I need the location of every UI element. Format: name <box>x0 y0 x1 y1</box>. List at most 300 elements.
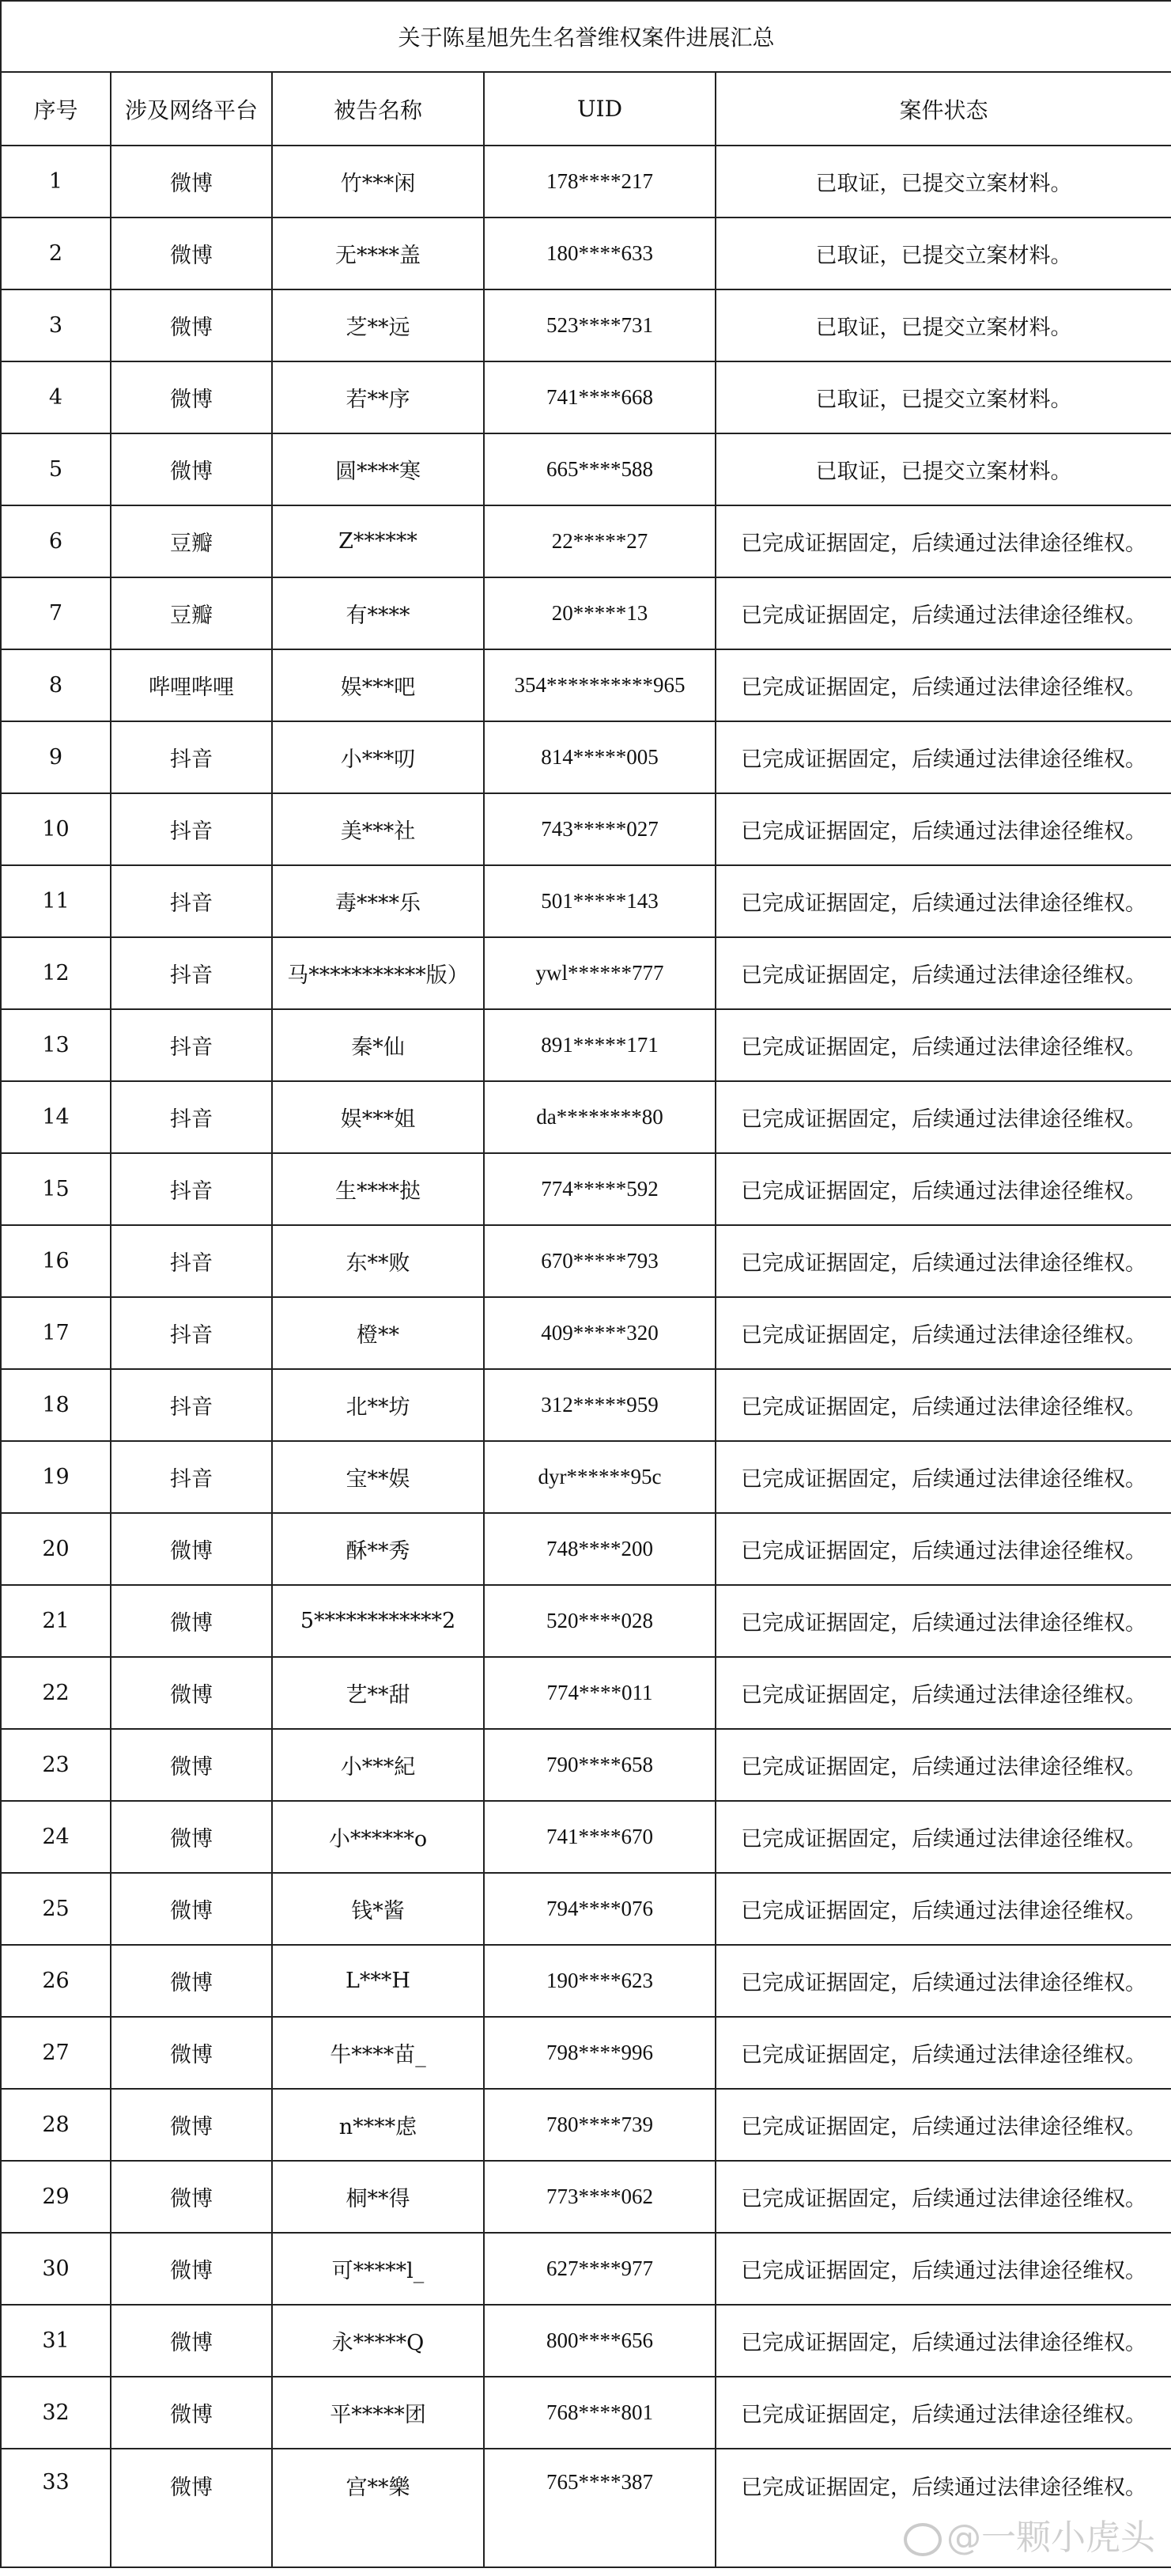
table-row <box>1 1369 1171 1441</box>
cell-uid <box>484 1441 716 1513</box>
cell-uid-text: 774*****592 <box>541 1177 659 1201</box>
cell-uid-text: 22*****27 <box>551 529 648 553</box>
cell-status-text: 已完成证据固定，后续通过法律途径维权。 <box>741 1899 1147 1923</box>
cell-platform <box>111 361 272 433</box>
cell-index-text: 28 <box>42 2113 70 2137</box>
cell-status <box>716 1657 1171 1729</box>
cell-status-text: 已完成证据固定，后续通过法律途径维权。 <box>741 1755 1147 1780</box>
cell-uid-text: 523****731 <box>546 313 653 337</box>
cell-index-text: 22 <box>42 1681 70 1705</box>
cell-defendant <box>272 1153 484 1225</box>
cell-uid <box>484 649 716 721</box>
cell-status <box>716 218 1171 289</box>
table-row <box>1 146 1171 218</box>
cell-defendant <box>272 1801 484 1873</box>
cell-index <box>1 649 111 721</box>
table-row <box>1 1297 1171 1369</box>
cell-uid-text: 765****387 <box>546 2470 653 2494</box>
cell-uid-text: 520****028 <box>546 1609 653 1632</box>
cell-status <box>716 2161 1171 2233</box>
cell-status <box>716 865 1171 937</box>
cell-index-text: 1 <box>48 169 63 194</box>
cell-index <box>1 1801 111 1873</box>
header-index: 序号 <box>1 72 111 146</box>
cell-defendant-text: 毒****乐 <box>335 891 421 916</box>
cell-defendant <box>272 577 484 649</box>
cell-defendant-text: 平*****团 <box>330 2403 426 2427</box>
table-row <box>1 1225 1171 1297</box>
table-row <box>1 2089 1171 2161</box>
cell-defendant-text: 宝**娱 <box>346 1467 410 1492</box>
cell-index-text: 30 <box>42 2256 70 2281</box>
cell-index <box>1 1657 111 1729</box>
cell-platform <box>111 2233 272 2305</box>
table-row <box>1 577 1171 649</box>
cell-index <box>1 2377 111 2449</box>
cell-defendant-text: 芝**远 <box>346 316 410 340</box>
cell-status-text: 已取证，已提交立案材料。 <box>815 388 1072 412</box>
cell-index-text: 11 <box>42 889 70 914</box>
cell-index <box>1 793 111 865</box>
cell-index <box>1 2161 111 2233</box>
cell-platform <box>111 865 272 937</box>
cell-defendant-text: 艺**甜 <box>346 1683 410 1708</box>
cell-uid-text: 800****656 <box>546 2328 653 2352</box>
cell-status-text: 已完成证据固定，后续通过法律途径维权。 <box>741 1971 1147 1995</box>
cell-platform-text: 抖音 <box>170 891 213 916</box>
cell-index <box>1 1873 111 1945</box>
cell-uid-text: 312*****959 <box>541 1393 659 1417</box>
cell-uid-text: 773****062 <box>546 2184 653 2208</box>
cell-index <box>1 1585 111 1657</box>
cell-uid <box>484 577 716 649</box>
cell-status-text: 已完成证据固定，后续通过法律途径维权。 <box>741 963 1147 988</box>
cell-platform-text: 微博 <box>170 1755 213 1780</box>
cell-index-text: 14 <box>42 1105 70 1129</box>
cell-defendant-text: 娱***吧 <box>340 675 416 700</box>
cell-index <box>1 289 111 361</box>
cell-defendant-text: 北**坊 <box>346 1395 410 1420</box>
cell-index-text: 10 <box>42 817 70 842</box>
cell-index <box>1 2233 111 2305</box>
cell-platform <box>111 1585 272 1657</box>
cell-platform <box>111 1513 272 1585</box>
cell-defendant <box>272 2377 484 2449</box>
cell-uid-text: 748****200 <box>546 1537 653 1560</box>
header-row <box>1 72 1171 146</box>
cell-defendant-text: 东**败 <box>346 1251 410 1276</box>
table-row <box>1 433 1171 505</box>
cell-status-text: 已完成证据固定，后续通过法律途径维权。 <box>741 1395 1147 1420</box>
cell-defendant-text: 小***紀 <box>340 1755 416 1780</box>
cell-defendant <box>272 146 484 218</box>
cell-uid <box>484 1801 716 1873</box>
cell-uid-text: da********80 <box>536 1105 663 1129</box>
cell-platform-text: 微博 <box>170 1971 213 1995</box>
cell-index-text: 26 <box>42 1969 70 1993</box>
cell-uid-text: 780****739 <box>546 2113 653 2136</box>
cell-uid <box>484 1945 716 2017</box>
header-uid: UID <box>484 72 716 146</box>
table-row <box>1 2449 1171 2567</box>
cell-status <box>716 505 1171 577</box>
cell-index <box>1 1513 111 1585</box>
table-row <box>1 2017 1171 2089</box>
cell-platform <box>111 2089 272 2161</box>
cell-status <box>716 2017 1171 2089</box>
cell-uid-text: 178****217 <box>546 169 653 193</box>
cell-platform-text: 微博 <box>170 2331 213 2355</box>
cell-index <box>1 1009 111 1081</box>
cell-uid <box>484 1153 716 1225</box>
cell-uid-text: 665****588 <box>546 457 653 481</box>
cell-platform-text: 微博 <box>170 1899 213 1923</box>
cell-status-text: 已取证，已提交立案材料。 <box>815 460 1072 484</box>
cell-defendant-text: 小******o <box>328 1827 428 1852</box>
cell-uid <box>484 433 716 505</box>
title-row <box>1 1 1171 72</box>
cell-uid <box>484 218 716 289</box>
table-row <box>1 361 1171 433</box>
cell-index-text: 16 <box>42 1249 70 1273</box>
cell-index <box>1 218 111 289</box>
table-title: 关于陈星旭先生名誉维权案件进展汇总 <box>1 1 1171 72</box>
cell-platform-text: 豆瓣 <box>170 603 213 628</box>
cell-uid <box>484 937 716 1009</box>
cell-status <box>716 1225 1171 1297</box>
cell-defendant <box>272 1873 484 1945</box>
cell-uid <box>484 2305 716 2377</box>
cell-uid-text: 627****977 <box>546 2256 653 2280</box>
cell-uid <box>484 146 716 218</box>
cell-defendant <box>272 1009 484 1081</box>
table-row <box>1 1945 1171 2017</box>
cell-index-text: 18 <box>42 1393 70 1417</box>
cell-status <box>716 146 1171 218</box>
cell-defendant <box>272 1297 484 1369</box>
cell-uid-text: 790****658 <box>546 1753 653 1776</box>
cell-status-text: 已取证，已提交立案材料。 <box>815 244 1072 268</box>
cell-uid-text: 741****670 <box>546 1825 653 1848</box>
cell-index-text: 25 <box>42 1897 70 1921</box>
cell-platform <box>111 937 272 1009</box>
cell-platform-text: 抖音 <box>170 1395 213 1420</box>
cell-uid-text: 768****801 <box>546 2400 653 2424</box>
cell-index-text: 5 <box>48 457 63 482</box>
cell-status-text: 已完成证据固定，后续通过法律途径维权。 <box>741 1683 1147 1708</box>
table-row <box>1 1585 1171 1657</box>
cell-defendant-text: 秦*仙 <box>351 1035 405 1060</box>
cell-defendant <box>272 1225 484 1297</box>
cell-defendant-text: n****虑 <box>338 2115 417 2139</box>
cell-defendant-text: 小***叨 <box>340 747 416 772</box>
table-row <box>1 1441 1171 1513</box>
cell-index-text: 21 <box>42 1609 70 1633</box>
cell-status <box>716 1153 1171 1225</box>
cell-index <box>1 505 111 577</box>
cell-uid-text: 354**********965 <box>514 673 686 697</box>
cell-defendant <box>272 937 484 1009</box>
cell-uid <box>484 1081 716 1153</box>
cell-platform <box>111 1297 272 1369</box>
header-defendant: 被告名称 <box>272 72 484 146</box>
cell-index-text: 24 <box>42 1825 70 1849</box>
cell-platform <box>111 433 272 505</box>
cell-index-text: 6 <box>48 529 63 554</box>
cell-index <box>1 1729 111 1801</box>
cell-defendant <box>272 2161 484 2233</box>
cell-uid <box>484 1657 716 1729</box>
cell-platform-text: 微博 <box>170 2187 213 2211</box>
cell-uid <box>484 505 716 577</box>
cell-defendant-text: 牛****苗_ <box>330 2043 426 2067</box>
cell-uid-text: 794****076 <box>546 1897 653 1920</box>
cell-uid-text: 743*****027 <box>541 817 659 841</box>
cell-index-text: 17 <box>42 1321 70 1345</box>
cell-uid-text: 180****633 <box>546 241 653 265</box>
cell-platform-text: 微博 <box>170 2043 213 2067</box>
cell-status-text: 已完成证据固定，后续通过法律途径维权。 <box>741 1467 1147 1492</box>
cell-defendant-text: 钱*酱 <box>351 1899 405 1923</box>
cell-index-text: 31 <box>42 2328 70 2353</box>
cell-platform <box>111 1009 272 1081</box>
cell-defendant-text: 5************2 <box>300 1609 456 1633</box>
table-row <box>1 793 1171 865</box>
table-row <box>1 2377 1171 2449</box>
cell-uid <box>484 2161 716 2233</box>
cell-defendant <box>272 865 484 937</box>
cell-platform-text: 微博 <box>170 388 213 412</box>
cell-defendant-text: Z****** <box>338 529 417 554</box>
watermark-text: @一颗小虎头 <box>946 2517 1156 2558</box>
cell-platform-text: 微博 <box>170 1539 213 1564</box>
cell-index-text: 4 <box>48 385 63 410</box>
cell-platform-text: 微博 <box>170 2259 213 2283</box>
cell-index-text: 2 <box>48 241 63 266</box>
cell-status-text: 已完成证据固定，后续通过法律途径维权。 <box>741 2476 1147 2500</box>
cell-status-text: 已完成证据固定，后续通过法律途径维权。 <box>741 891 1147 916</box>
cell-status <box>716 649 1171 721</box>
cell-defendant <box>272 505 484 577</box>
cell-uid <box>484 865 716 937</box>
cell-defendant <box>272 1441 484 1513</box>
cell-defendant <box>272 1369 484 1441</box>
weibo-logo-icon <box>904 2523 942 2556</box>
cell-status-text: 已完成证据固定，后续通过法律途径维权。 <box>741 2043 1147 2067</box>
cell-status-text: 已完成证据固定，后续通过法律途径维权。 <box>741 2115 1147 2139</box>
cell-index <box>1 2017 111 2089</box>
cell-defendant-text: 美***社 <box>340 819 416 844</box>
cell-platform-text: 微博 <box>170 244 213 268</box>
cell-platform-text: 抖音 <box>170 819 213 844</box>
cell-status <box>716 1297 1171 1369</box>
cell-platform <box>111 146 272 218</box>
cell-uid-text: 814*****005 <box>541 745 659 769</box>
cell-status <box>716 2377 1171 2449</box>
cell-uid <box>484 1225 716 1297</box>
cell-status <box>716 721 1171 793</box>
cell-platform-text: 抖音 <box>170 747 213 772</box>
cell-status <box>716 1369 1171 1441</box>
cell-defendant-text: 橙** <box>357 1323 399 1348</box>
cell-index <box>1 146 111 218</box>
cell-index <box>1 1297 111 1369</box>
cell-platform <box>111 2017 272 2089</box>
cell-uid-text: 20*****13 <box>551 601 648 625</box>
cell-defendant <box>272 793 484 865</box>
cell-platform <box>111 1945 272 2017</box>
cell-status-text: 已完成证据固定，后续通过法律途径维权。 <box>741 747 1147 772</box>
cell-platform <box>111 289 272 361</box>
cell-platform-text: 微博 <box>170 316 213 340</box>
cell-index-text: 7 <box>48 601 63 626</box>
table-row <box>1 1513 1171 1585</box>
cell-index <box>1 361 111 433</box>
cell-platform-text: 抖音 <box>170 1323 213 1348</box>
cell-status <box>716 2233 1171 2305</box>
cell-defendant-text: 永*****Q <box>331 2331 425 2355</box>
cell-platform-text: 抖音 <box>170 1251 213 1276</box>
cell-status <box>716 2449 1171 2567</box>
cell-status-text: 已完成证据固定，后续通过法律途径维权。 <box>741 2331 1147 2355</box>
cell-platform <box>111 2377 272 2449</box>
table-row <box>1 721 1171 793</box>
cell-defendant-text: L***H <box>346 1969 410 1993</box>
cell-defendant-text: 无****盖 <box>335 244 421 268</box>
cell-platform <box>111 2161 272 2233</box>
cell-platform <box>111 649 272 721</box>
cell-status <box>716 1585 1171 1657</box>
cell-status <box>716 289 1171 361</box>
cell-status <box>716 1873 1171 1945</box>
cell-uid <box>484 1873 716 1945</box>
cell-platform <box>111 1729 272 1801</box>
cell-status-text: 已完成证据固定，后续通过法律途径维权。 <box>741 1035 1147 1060</box>
cell-uid <box>484 1585 716 1657</box>
cell-status <box>716 2089 1171 2161</box>
cell-uid-text: 741****668 <box>546 385 653 409</box>
cell-uid-text: 774****011 <box>546 1681 653 1704</box>
cell-defendant <box>272 1657 484 1729</box>
cell-index-text: 8 <box>48 673 63 698</box>
cell-uid <box>484 721 716 793</box>
cell-defendant <box>272 1585 484 1657</box>
cell-defendant-text: 娱***姐 <box>340 1107 416 1132</box>
cell-uid-text: 891*****171 <box>541 1033 659 1057</box>
cell-defendant <box>272 2089 484 2161</box>
cell-defendant-text: 若**序 <box>346 388 410 412</box>
cell-uid <box>484 2449 716 2567</box>
cell-index <box>1 937 111 1009</box>
cell-index <box>1 1153 111 1225</box>
cell-status-text: 已完成证据固定，后续通过法律途径维权。 <box>741 1323 1147 1348</box>
cell-defendant <box>272 2017 484 2089</box>
cell-status-text: 已完成证据固定，后续通过法律途径维权。 <box>741 1611 1147 1636</box>
cell-index <box>1 577 111 649</box>
cell-uid-text: 798****996 <box>546 2041 653 2064</box>
table-row <box>1 218 1171 289</box>
cell-platform-text: 微博 <box>170 172 213 196</box>
cell-defendant <box>272 433 484 505</box>
cell-index <box>1 2305 111 2377</box>
cell-index-text: 3 <box>48 313 63 338</box>
table-row <box>1 937 1171 1009</box>
cell-platform-text: 豆瓣 <box>170 531 213 556</box>
cell-status <box>716 1801 1171 1873</box>
cell-status <box>716 937 1171 1009</box>
cell-platform <box>111 1225 272 1297</box>
cell-index <box>1 1369 111 1441</box>
cell-status <box>716 1513 1171 1585</box>
cell-index <box>1 1225 111 1297</box>
cell-index-text: 33 <box>42 2470 70 2495</box>
cell-uid-text: dyr******95c <box>538 1465 662 1488</box>
cell-platform-text: 抖音 <box>170 1035 213 1060</box>
cell-defendant-text: 圆****寒 <box>335 460 421 484</box>
cell-defendant <box>272 721 484 793</box>
cell-uid <box>484 1009 716 1081</box>
cell-platform <box>111 793 272 865</box>
cell-platform-text: 哔哩哔哩 <box>149 675 234 700</box>
cell-status <box>716 1441 1171 1513</box>
cell-defendant <box>272 218 484 289</box>
cell-status-text: 已完成证据固定，后续通过法律途径维权。 <box>741 675 1147 700</box>
cell-platform-text: 抖音 <box>170 1467 213 1492</box>
cell-defendant-text: 可*****l_ <box>331 2259 425 2283</box>
cell-uid <box>484 2017 716 2089</box>
cell-status <box>716 577 1171 649</box>
cell-status-text: 已完成证据固定，后续通过法律途径维权。 <box>741 1539 1147 1564</box>
cell-status-text: 已完成证据固定，后续通过法律途径维权。 <box>741 1107 1147 1132</box>
table-row <box>1 505 1171 577</box>
cell-platform <box>111 1153 272 1225</box>
cell-defendant-text: 竹***闲 <box>340 172 416 196</box>
cell-defendant-text: 桐**得 <box>346 2187 410 2211</box>
cell-index <box>1 2449 111 2567</box>
cell-platform-text: 抖音 <box>170 1107 213 1132</box>
cell-status-text: 已完成证据固定，后续通过法律途径维权。 <box>741 531 1147 556</box>
cell-uid-text: 190****623 <box>546 1969 653 1992</box>
cell-defendant-text: 生****挞 <box>335 1179 421 1204</box>
cell-index <box>1 2089 111 2161</box>
cell-defendant-text: 宫**樂 <box>346 2476 410 2500</box>
cell-index-text: 12 <box>42 961 70 985</box>
cell-defendant-text: 有**** <box>346 603 410 628</box>
cell-index-text: 20 <box>42 1537 70 1561</box>
cell-platform <box>111 2449 272 2567</box>
cell-defendant <box>272 1081 484 1153</box>
cell-defendant-text: 酥**秀 <box>346 1539 410 1564</box>
table-row <box>1 2233 1171 2305</box>
cell-status <box>716 361 1171 433</box>
cell-status-text: 已完成证据固定，后续通过法律途径维权。 <box>741 2259 1147 2283</box>
cell-status <box>716 1729 1171 1801</box>
cell-defendant <box>272 361 484 433</box>
cell-index-text: 13 <box>42 1033 70 1057</box>
cell-uid <box>484 2089 716 2161</box>
cell-defendant <box>272 2305 484 2377</box>
watermark <box>904 2517 1155 2559</box>
cell-index <box>1 1081 111 1153</box>
cell-index-text: 23 <box>42 1753 70 1777</box>
cell-platform <box>111 1657 272 1729</box>
cell-status-text: 已完成证据固定，后续通过法律途径维权。 <box>741 819 1147 844</box>
cell-uid-text: 501*****143 <box>541 889 659 913</box>
cell-platform <box>111 1081 272 1153</box>
cell-status-text: 已取证，已提交立案材料。 <box>815 172 1072 196</box>
cell-index-text: 15 <box>42 1177 70 1201</box>
table-row <box>1 2305 1171 2377</box>
